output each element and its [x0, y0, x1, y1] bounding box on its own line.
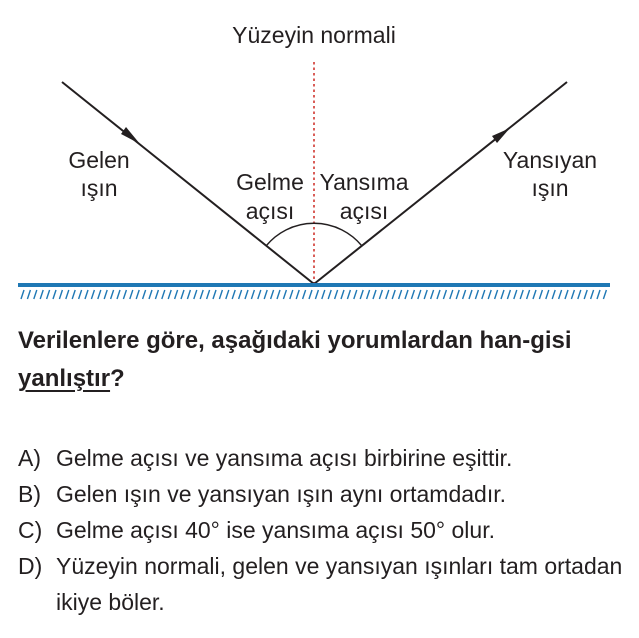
hatch-mark: [155, 290, 158, 299]
option-letter: D): [18, 553, 43, 579]
hatch-mark: [431, 290, 434, 299]
hatch-mark: [341, 290, 344, 299]
option-text: Gelme açısı ve yansıma açısı birbirine eşittir.: [56, 445, 513, 471]
hatch-mark: [546, 290, 549, 299]
hatch-mark: [354, 290, 357, 299]
hatch-mark: [226, 290, 229, 299]
hatch-mark: [456, 290, 459, 299]
hatch-mark: [111, 290, 114, 299]
hatch-mark: [123, 290, 126, 299]
hatch-mark: [40, 290, 43, 299]
hatch-mark: [232, 290, 235, 299]
hatch-mark: [514, 290, 517, 299]
incidence-angle-label-line1: Gelme: [236, 169, 304, 195]
hatch-mark: [290, 290, 293, 299]
hatch-mark: [482, 290, 485, 299]
hatch-mark: [264, 290, 267, 299]
hatch-mark: [386, 290, 389, 299]
hatch-mark: [501, 290, 504, 299]
hatch-mark: [475, 290, 478, 299]
hatch-mark: [283, 290, 286, 299]
hatch-mark: [175, 290, 178, 299]
hatch-mark: [591, 290, 594, 299]
normal-label: Yüzeyin normali: [232, 22, 396, 48]
option-letter: C): [18, 517, 43, 543]
question-text: [18, 322, 618, 398]
hatch-mark: [488, 290, 491, 299]
hatch-mark: [463, 290, 466, 299]
hatch-mark: [603, 290, 606, 299]
reflected-label-line1: Yansıyan: [502, 147, 598, 173]
reflection-diagram: [0, 0, 639, 310]
hatch-mark: [360, 290, 363, 299]
hatch-mark: [91, 290, 94, 299]
hatch-mark: [411, 290, 414, 299]
hatch-mark: [143, 290, 146, 299]
option-d[interactable]: [18, 548, 628, 620]
hatch-mark: [47, 290, 50, 299]
hatch-mark: [251, 290, 254, 299]
incident-ray-arrowhead: [121, 127, 140, 144]
hatch-mark: [207, 290, 210, 299]
incident-label-line1: Gelen: [68, 147, 130, 173]
incidence-angle-label-line2: açısı: [245, 198, 295, 224]
hatch-mark: [527, 290, 530, 299]
hatch-mark: [424, 290, 427, 299]
hatch-mark: [130, 290, 133, 299]
hatch-mark: [168, 290, 171, 299]
hatch-mark: [552, 290, 555, 299]
hatch-mark: [507, 290, 510, 299]
question-emphasis: yanlıştır: [18, 365, 111, 392]
hatch-mark: [98, 290, 101, 299]
option-text: Yüzeyin normali, gelen ve yansıyan ışınları tam ortadan ikiye böler.: [56, 553, 623, 615]
hatch-mark: [578, 290, 581, 299]
hatch-mark: [117, 290, 120, 299]
hatch-mark: [437, 290, 440, 299]
hatch-mark: [239, 290, 242, 299]
incident-label-line2: ışın: [80, 175, 118, 201]
hatch-mark: [79, 290, 82, 299]
hatch-mark: [181, 290, 184, 299]
answer-options: [18, 440, 628, 620]
reflection-angle-label-line2: açısı: [339, 198, 389, 224]
hatch-mark: [322, 290, 325, 299]
hatch-mark: [379, 290, 382, 299]
hatch-mark: [162, 290, 165, 299]
hatch-mark: [392, 290, 395, 299]
hatch-mark: [405, 290, 408, 299]
hatch-mark: [539, 290, 542, 299]
hatch-mark: [571, 290, 574, 299]
hatch-mark: [53, 290, 56, 299]
hatch-mark: [277, 290, 280, 299]
hatch-mark: [335, 290, 338, 299]
hatch-mark: [213, 290, 216, 299]
hatch-mark: [443, 290, 446, 299]
hatch-mark: [347, 290, 350, 299]
hatch-mark: [27, 290, 30, 299]
hatch-mark: [303, 290, 306, 299]
option-a[interactable]: [18, 440, 628, 476]
hatch-mark: [200, 290, 203, 299]
option-b[interactable]: [18, 476, 628, 512]
option-text: Gelen ışın ve yansıyan ışın aynı ortamdadır.: [56, 481, 507, 507]
option-letter: B): [18, 481, 41, 507]
hatch-mark: [495, 290, 498, 299]
hatch-mark: [367, 290, 370, 299]
hatch-mark: [258, 290, 261, 299]
reflected-label-line2: ışın: [531, 175, 569, 201]
question-text-after: ?: [110, 365, 125, 392]
mirror-hatching: [21, 290, 606, 299]
hatch-mark: [328, 290, 331, 299]
hatch-mark: [309, 290, 312, 299]
hatch-mark: [520, 290, 523, 299]
mirror-surface: [18, 283, 610, 287]
hatch-mark: [315, 290, 318, 299]
hatch-mark: [72, 290, 75, 299]
hatch-mark: [559, 290, 562, 299]
hatch-mark: [136, 290, 139, 299]
reflection-angle-label-line1: Yansıma: [319, 169, 409, 195]
hatch-mark: [104, 290, 107, 299]
hatch-mark: [450, 290, 453, 299]
hatch-mark: [584, 290, 587, 299]
question-text-before: Verilenlere göre, aşağıdaki yorumlardan han-gisi: [18, 327, 572, 354]
hatch-mark: [194, 290, 197, 299]
hatch-mark: [85, 290, 88, 299]
hatch-mark: [66, 290, 69, 299]
hatch-mark: [21, 290, 24, 299]
hatch-mark: [187, 290, 190, 299]
option-text: Gelme açısı 40° ise yansıma açısı 50° olur.: [56, 517, 495, 543]
option-letter: A): [18, 445, 41, 471]
hatch-mark: [533, 290, 536, 299]
hatch-mark: [271, 290, 274, 299]
hatch-mark: [219, 290, 222, 299]
hatch-mark: [34, 290, 37, 299]
hatch-mark: [469, 290, 472, 299]
hatch-mark: [597, 290, 600, 299]
hatch-mark: [59, 290, 62, 299]
hatch-mark: [373, 290, 376, 299]
hatch-mark: [418, 290, 421, 299]
hatch-mark: [245, 290, 248, 299]
hatch-mark: [565, 290, 568, 299]
hatch-mark: [296, 290, 299, 299]
hatch-mark: [149, 290, 152, 299]
option-c[interactable]: [18, 512, 628, 548]
hatch-mark: [399, 290, 402, 299]
